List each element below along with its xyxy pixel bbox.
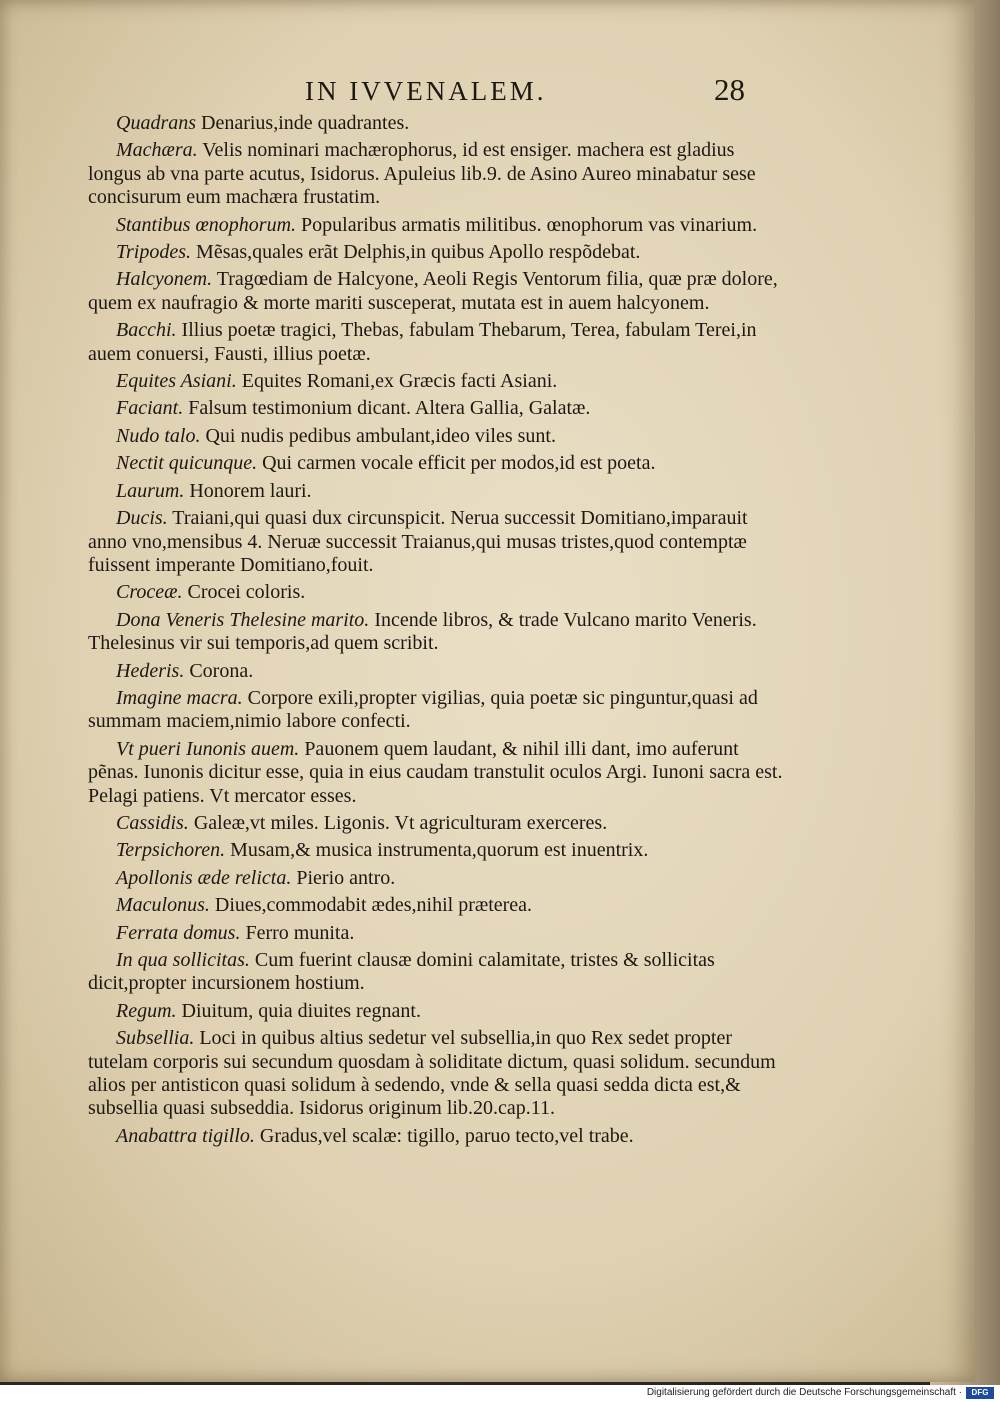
entry-lemma: Tripodes.: [116, 241, 192, 264]
entry-text: Velis nominari machærophorus, id est ensiger. machera est gladius longus ab vna parte acutus, Isidorus. Apuleius lib.9. de Asino Aureo minabatur sese concisurum eum machæra frustatim.: [88, 139, 756, 209]
entry-lemma: Imagine macra.: [116, 686, 243, 709]
commentary-entry: [88, 1000, 788, 1023]
entry-lemma: Nudo talo.: [116, 424, 201, 447]
entry-lemma: Machæra.: [116, 139, 198, 162]
commentary-entry: [88, 370, 788, 393]
entry-text: Ferro munita.: [240, 921, 355, 944]
commentary-entry: [88, 319, 788, 366]
entry-text: Pauonem quem laudant, & nihil illi dant, imo auferunt pẽnas. Iunonis dicitur esse, quia in eius caudam transtulit oculos Argi. Iunoni sacra est. Pelagi patiens. Vt mercator esses.: [88, 737, 783, 807]
commentary-entry: [88, 839, 788, 862]
entry-text: Corona.: [184, 659, 254, 682]
entry-lemma: Cassidis.: [116, 811, 189, 834]
commentary-entry: [88, 241, 788, 264]
entry-text: Qui carmen vocale efficit per modos,id est poeta.: [257, 452, 656, 475]
funding-credit: Digitalisierung gefördert durch die Deutsche Forschungsgemeinschaft ·: [646, 1387, 962, 1398]
commentary-entry: [88, 1125, 788, 1148]
entry-lemma: Apollonis æde relicta.: [116, 866, 292, 889]
entry-text: Pierio antro.: [291, 866, 396, 889]
commentary-entry: [88, 894, 788, 917]
entry-text: Loci in quibus altius sedetur vel subsellia,in quo Rex sedet propter tutelam corporis sui secundum quosdam à soliditate dictum, quasi solidum. secundum alios per antisticon quasi solidum à sedendo, vnde & sella quasi sedda dicta est,& subsellia quasi subseddia. Isidorus originum lib.20.cap.11.: [88, 1027, 776, 1120]
commentary-entry: [88, 609, 788, 656]
entry-lemma: Stantibus œnophorum.: [116, 213, 297, 236]
entry-lemma: Anabattra tigillo.: [116, 1124, 255, 1147]
entry-text: Illius poetæ tragici, Thebas, fabulam Thebarum, Terea, fabulam Terei,in auem conuersi, Fausti, illius poetæ.: [88, 319, 757, 365]
entry-lemma: Croceæ.: [116, 581, 183, 604]
entry-text: Mẽsas,quales erãt Delphis,in quibus Apollo respõdebat.: [191, 241, 641, 264]
entry-lemma: Hederis.: [116, 659, 185, 682]
commentary-entry: [88, 139, 788, 209]
commentary-entries: [88, 108, 788, 1148]
entry-text: Gradus,vel scalæ: tigillo, paruo tecto,vel trabe.: [254, 1124, 634, 1147]
commentary-entry: [88, 660, 788, 683]
commentary-entry: [88, 738, 788, 808]
entry-text: Crocei coloris.: [182, 581, 306, 604]
entry-lemma: Subsellia.: [116, 1027, 195, 1050]
entry-text: Traiani,qui quasi dux circunspicit. Nerua successit Domitiano,imparauit anno vno,mensibus 4. Neruæ successit Traianus,qui musas tristes,quod contemptæ fuissent imperante Domitiano,fouit.: [88, 507, 748, 576]
entry-lemma: Quadrans: [116, 112, 197, 134]
commentary-entry: [88, 922, 788, 945]
commentary-entry: [88, 581, 788, 604]
commentary-entry: [88, 425, 788, 448]
commentary-entry: [88, 1027, 788, 1121]
page-header: [305, 72, 745, 112]
entry-lemma: Faciant.: [116, 397, 184, 420]
entry-text: Musam,& musica instrumenta,quorum est inuentrix.: [225, 839, 649, 862]
entry-text: Incende libros, & trade Vulcano marito Veneris. Thelesinus vir sui temporis,ad quem scribit.: [88, 608, 757, 655]
entry-lemma: Ducis.: [116, 507, 168, 530]
commentary-entry: [88, 480, 788, 503]
page-number: 28: [714, 72, 745, 107]
running-title: IN IVVENALEM.: [305, 76, 547, 106]
entry-text: Falsum testimonium dicant. Altera Gallia, Galatæ.: [183, 397, 591, 420]
entry-text: Galeæ,vt miles. Ligonis. Vt agriculturam exerceres.: [188, 811, 608, 834]
entry-lemma: Vt pueri Iunonis auem.: [116, 737, 300, 760]
entry-lemma: Ferrata domus.: [116, 921, 241, 944]
footer-bar: [0, 1385, 1000, 1402]
commentary-entry: [88, 112, 788, 135]
commentary-entry: [88, 268, 788, 315]
commentary-entry: [88, 214, 788, 237]
commentary-entry: [88, 949, 788, 996]
commentary-entry: [88, 397, 788, 420]
entry-lemma: Maculonus.: [116, 894, 210, 917]
commentary-entry: [88, 867, 788, 890]
entry-lemma: Regum.: [116, 999, 177, 1022]
entry-text: Popularibus armatis militibus. œnophorum vas vinarium.: [296, 213, 758, 236]
entry-text: Diuitum, quia diuites regnant.: [176, 999, 421, 1022]
entry-text: Denarius,inde quadrantes.: [196, 112, 410, 134]
entry-lemma: In qua sollicitas.: [116, 949, 250, 971]
commentary-entry: [88, 687, 788, 734]
entry-lemma: Bacchi.: [116, 319, 177, 342]
entry-lemma: Laurum.: [116, 479, 185, 502]
entry-lemma: Nectit quicunque.: [116, 452, 258, 475]
entry-text: Tragœdiam de Halcyone, Aeoli Regis Ventorum filia, quæ præ dolore, quem ex naufragio & morte mariti susceperat, mutata est in auem halcyonem.: [88, 268, 778, 314]
entry-text: Corpore exili,propter vigilias, quia poetæ sic pinguntur,quasi ad summam maciem,nimio labore confecti.: [88, 686, 758, 733]
commentary-entry: [88, 507, 788, 577]
entry-text: Equites Romani,ex Græcis facti Asiani.: [236, 370, 558, 393]
commentary-entry: [88, 452, 788, 475]
commentary-entry: [88, 812, 788, 835]
entry-lemma: Halcyonem.: [116, 268, 213, 291]
entry-lemma: Dona Veneris Thelesine marito.: [116, 608, 370, 631]
dfg-logo: DFG: [966, 1387, 994, 1399]
entry-text: Honorem lauri.: [184, 479, 312, 502]
entry-text: Qui nudis pedibus ambulant,ideo viles sunt.: [200, 424, 556, 447]
entry-text: Diues,commodabit ædes,nihil præterea.: [209, 894, 533, 917]
entry-text: Cum fuerint clausæ domini calamitate, tristes & sollicitas dicit,propter incursionem hostium.: [88, 949, 715, 995]
entry-lemma: Equites Asiani.: [116, 370, 237, 393]
entry-lemma: Terpsichoren.: [116, 839, 226, 862]
